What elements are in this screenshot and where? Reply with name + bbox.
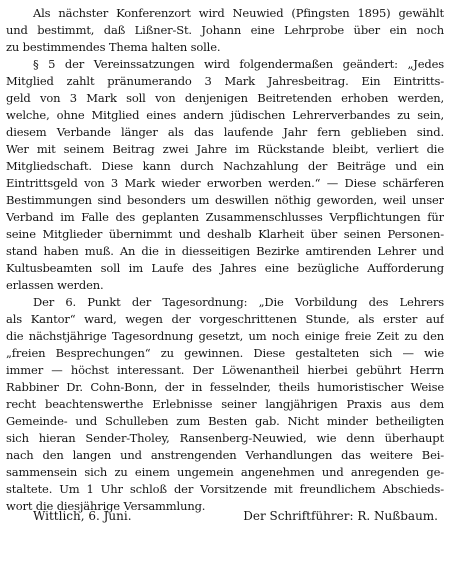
signature-author: Der Schriftführer: R. Nußbaum. [243, 509, 438, 523]
signature-place-date: Wittlich, 6. Juni. [33, 509, 132, 523]
text-line: Wer mit seinem Beitrag zwei Jahre im Rückstande bleibt, verliert die [6, 142, 444, 156]
text-line: staltete. Um 1 Uhr schloß der Vorsitzende mit freundlichem Abschieds- [6, 482, 444, 496]
text-line: stand haben muß. An die in diesseitigen Bezirke amtirenden Lehrer und [6, 244, 444, 258]
text-line: seine Mitglieder übernimmt und deshalb Klarheit über seinen Personen- [6, 227, 444, 241]
text-line: zu bestimmendes Thema halten solle. [6, 40, 221, 54]
text-line: recht beachtenswerthe Erlebnisse seiner langjährigen Praxis aus dem [6, 397, 444, 411]
text-line: Bestimmungen sind besonders um deswillen nöthig geworden, weil unser [6, 193, 444, 207]
text-line: geld von 3 Mark soll von denjenigen Beitretenden erhoben werden, [6, 91, 444, 105]
text-line: sich hieran Sender-Tholey, Ransenberg-Neuwied, wie denn überhaupt [6, 431, 444, 445]
text-line: welche, ohne Mitglied eines andern jüdischen Lehrerverbandes zu sein, [6, 108, 444, 122]
text-line: Rabbiner Dr. Cohn-Bonn, der in fesselnder, theils humoristischer Weise [6, 380, 444, 394]
text-line: erlassen werden. [6, 278, 104, 292]
text-line: immer — höchst interessant. Der Löwenantheil hierbei gebührt Herrn [6, 363, 444, 377]
text-line: diesem Verbande länger als das laufende Jahr fern geblieben sind. [6, 125, 444, 139]
signature-line [6, 506, 444, 526]
text-line: Mitgliedschaft. Diese kann durch Nachzahlung der Beiträge und ein [6, 159, 444, 173]
text-line: wort die diesjährige Versammlung. [6, 499, 206, 513]
text-line: Mitglied zahlt pränumerando 3 Mark Jahresbeitrag. Ein Eintritts- [6, 74, 444, 88]
text-line: Eintrittsgeld von 3 Mark wieder erworben werden.“ — Diese schärferen [6, 176, 444, 190]
text-line: Verband im Falle des geplanten Zusammenschlusses Verpflichtungen für [6, 210, 444, 224]
text-line: nach den langen und anstrengenden Verhandlungen das weitere Bei- [6, 448, 444, 462]
text-line: Kultusbeamten soll im Laufe des Jahres eine bezügliche Aufforderung [6, 261, 444, 275]
article-body [6, 5, 444, 515]
text-line: Der 6. Punkt der Tagesordnung: „Die Vorbildung des Lehrers [33, 295, 444, 309]
text-line: „freien Besprechungen“ zu gewinnen. Diese gestalteten sich — wie [6, 346, 444, 360]
text-line: und bestimmt, daß Lißner-St. Johann eine Lehrprobe über ein noch [6, 23, 444, 37]
text-line: Als nächster Konferenzort wird Neuwied (Pfingsten 1895) gewählt [33, 6, 444, 20]
text-line: als Kantor“ ward, wegen der vorgeschrittenen Stunde, als erster auf [6, 312, 444, 326]
text-line: Gemeinde- und Schulleben zum Besten gab. Nicht minder betheiligten [6, 414, 444, 428]
text-line: § 5 der Vereinssatzungen wird folgendermaßen geändert: „Jedes [33, 57, 444, 71]
text-line: sammensein sich zu einem ungemein angenehmen und anregenden ge- [6, 465, 444, 479]
text-line: die nächstjährige Tagesordnung gesetzt, um noch einige freie Zeit zu den [6, 329, 444, 343]
